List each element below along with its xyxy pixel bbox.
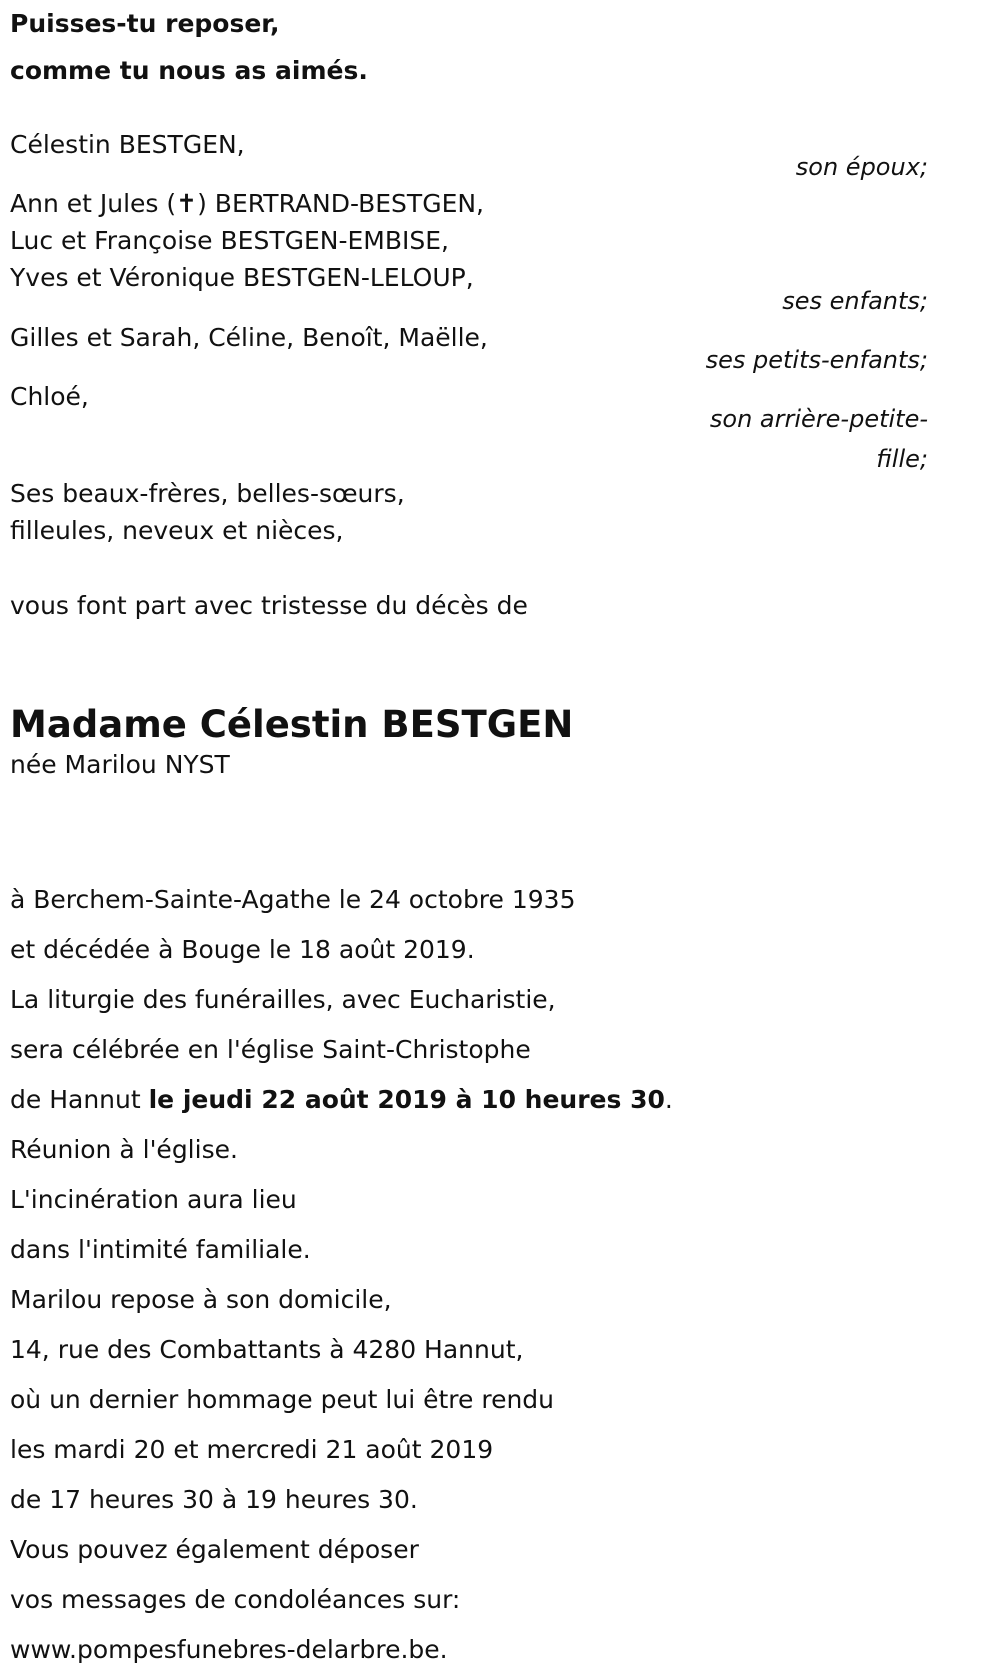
details-line-13: de 17 heures 30 à 19 heures 30. [10,1485,418,1514]
spouse-name: Célestin BESTGEN, [10,130,245,159]
grandchildren-names: Gilles et Sarah, Céline, Benoît, Maëlle, [10,323,488,352]
children-line-3: Yves et Véronique BESTGEN-LELOUP, [10,263,474,292]
details-line-10: 14, rue des Combattants à 4280 Hannut, [10,1335,524,1364]
spouse-role: son époux; [795,153,928,181]
details-line-5 [10,1075,673,1125]
details-line-1: à Berchem-Sainte-Agathe le 24 octobre 1935 [10,885,576,914]
cross-icon: ✝ [176,189,198,218]
maiden-name: née Marilou NYST [10,750,230,779]
details-line-7: L'incinération aura lieu [10,1185,297,1214]
condolences-website: www.pompesfunebres-delarbre.be. [10,1635,448,1664]
children-line-2: Luc et Françoise BESTGEN-EMBISE, [10,226,449,255]
details-line-5-end: . [664,1085,673,1114]
details-line-8: dans l'intimité familiale. [10,1235,311,1264]
great-grandchild-name: Chloé, [10,382,89,411]
funeral-details [10,875,673,1675]
details-line-4: sera célébrée en l'église Saint-Christophe [10,1035,531,1064]
details-line-12: les mardi 20 et mercredi 21 août 2019 [10,1435,494,1464]
details-line-3: La liturgie des funérailles, avec Eucharistie, [10,985,556,1014]
details-line-15: vos messages de condoléances sur: [10,1585,461,1614]
children-line-1-start: Ann et Jules ( [10,189,177,218]
children-role: ses enfants; [782,287,928,315]
verse-line-1: Puisses-tu reposer, [10,9,280,38]
funeral-date-time: le jeudi 22 août 2019 à 10 heures 30 [148,1085,665,1114]
verse-line-2: comme tu nous as aimés. [10,56,368,85]
details-line-14: Vous pouvez également déposer [10,1535,419,1564]
details-line-5-start: de Hannut [10,1085,149,1114]
inlaws-line-1: Ses beaux-frères, belles-sœurs, [10,479,405,508]
details-line-11: où un dernier hommage peut lui être rendu [10,1385,555,1414]
grandchildren-role: ses petits-enfants; [705,346,928,374]
details-line-6: Réunion à l'église. [10,1135,238,1164]
great-grandchild-role: son arrière-petite-fille; [709,405,928,473]
children-line-1-end: ) BERTRAND-BESTGEN, [197,189,485,218]
inlaws-line-2: filleules, neveux et nièces, [10,516,344,545]
details-line-2: et décédée à Bouge le 18 août 2019. [10,935,475,964]
children-line-1 [10,184,484,224]
deceased-name: Madame Célestin BESTGEN [10,703,574,746]
details-line-9: Marilou repose à son domicile, [10,1285,392,1314]
announcement-text: vous font part avec tristesse du décès de [10,591,528,620]
opening-verse [10,0,368,94]
